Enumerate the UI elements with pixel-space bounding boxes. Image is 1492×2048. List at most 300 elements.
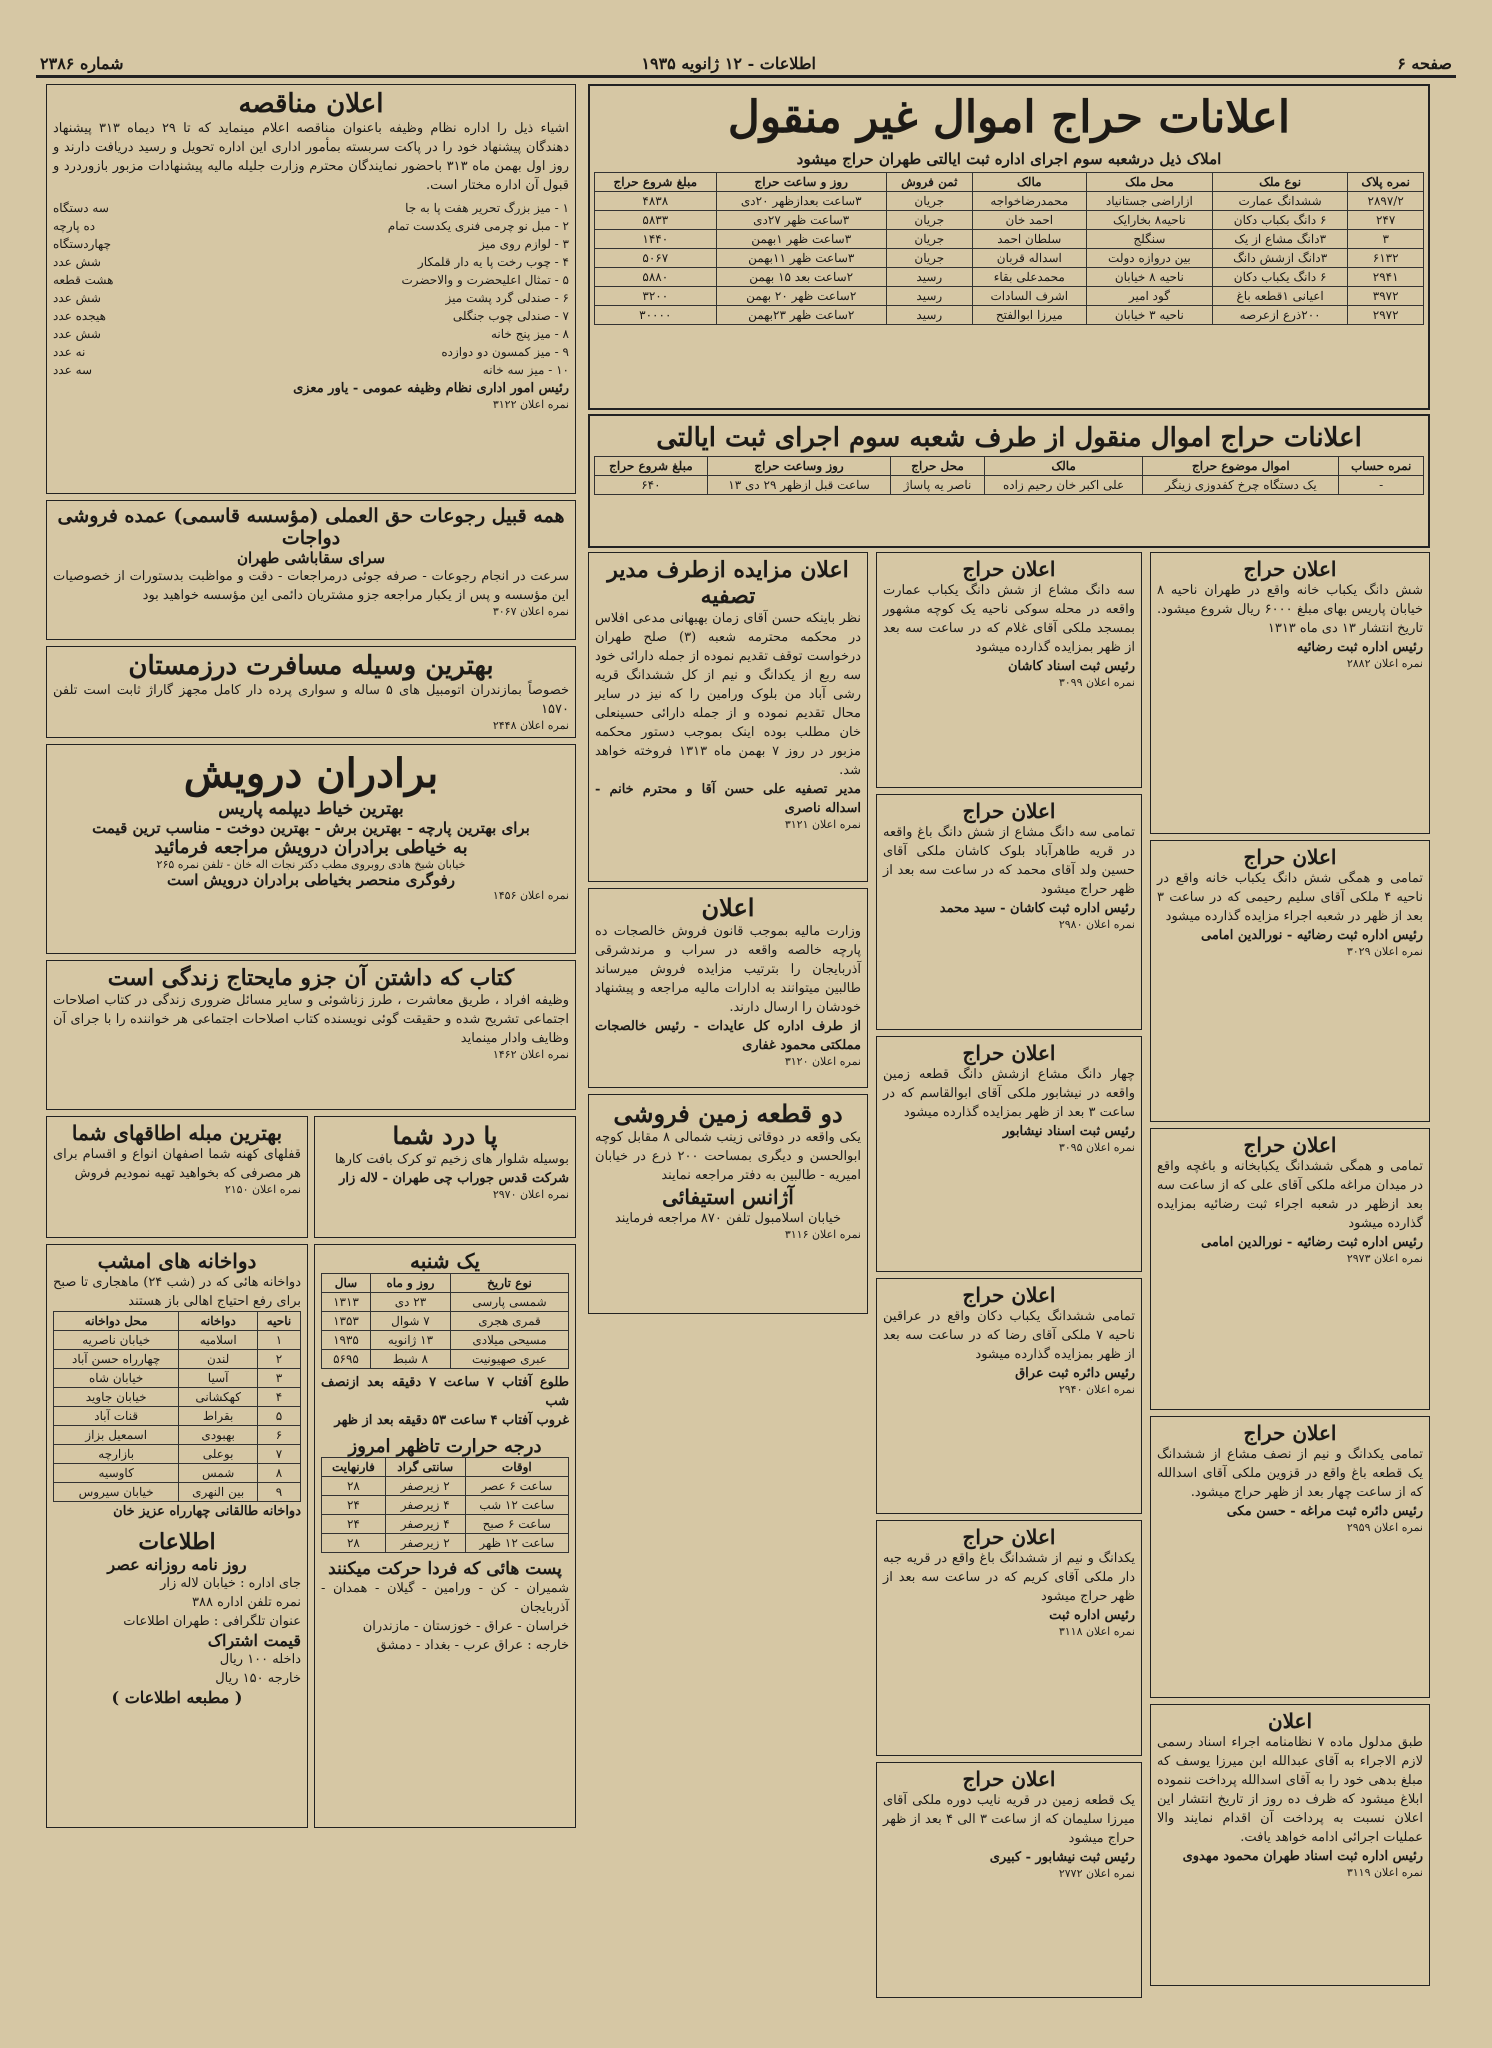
table-cell: ۶۱۳۲ xyxy=(1348,249,1424,268)
notice-text: تمامی سه دانگ مشاع از شش دانگ باغ واقعه در قریه طاهرآباد بلوک کاشان ملکی آقای حسین ولد آقای محمد که در ساعت سه بعد از ظهر حراج میشود xyxy=(883,825,1135,897)
table-cell: ۳دانگ ازشش دانگ xyxy=(1212,249,1347,268)
table-cell: ۲۰۰ذرع ازعرصه xyxy=(1212,306,1347,325)
table-cell: ۱ xyxy=(257,1331,300,1350)
table-cell: ۳ xyxy=(1348,230,1424,249)
tender-notice xyxy=(46,84,576,494)
column-left xyxy=(46,84,576,2008)
table-cell: ۳۰۰۰۰ xyxy=(595,306,717,325)
tender-item-qty: هیجده عدد xyxy=(53,309,106,323)
agency-text: سرعت در انجام رجوعات - صرفه جوئی درمراجعات - دقت و مواظبت بدستورات از خصوصیات این مؤسسه و پس از یکبار مراجعه جزو مشتریان دائمی این مؤسسه خواهید بود xyxy=(53,569,569,603)
tender-item xyxy=(53,199,569,217)
movable-table xyxy=(594,456,1424,495)
table-row xyxy=(54,1483,301,1502)
notice-number: نمره اعلان ۲۷۷۲ xyxy=(1058,1867,1135,1880)
tender-item-name: ۴ - چوب رخت پا یه دار قلمکار xyxy=(417,255,569,269)
darvish-title: برادران درویش xyxy=(183,750,439,797)
info-footer: ( مطبعه اطلاعات ) xyxy=(111,1688,243,1707)
notice-number: نمره اعلان ۳۰۲۹ xyxy=(1346,945,1423,958)
tender-item xyxy=(53,343,569,361)
table-cell: سنگلج xyxy=(1086,230,1212,249)
table-cell: ۳ xyxy=(257,1369,300,1388)
table-cell: لندن xyxy=(179,1350,258,1369)
table-cell: آسیا xyxy=(179,1369,258,1388)
notice-number: نمره اعلان ۲۹۸۰ xyxy=(1058,918,1135,931)
pharmacy-footer: دواخانه طالقانی چهارراه عزیز خان xyxy=(113,1504,301,1519)
legs-number: نمره اعلان ۲۹۷۰ xyxy=(492,1188,569,1201)
table-header: اوقات xyxy=(465,1458,568,1477)
table-row xyxy=(54,1331,301,1350)
table-cell: بقراط xyxy=(179,1407,258,1426)
auction-notice xyxy=(876,794,1142,1030)
notice-signature: رئیس ثبت اسناد نیشابور xyxy=(1002,1124,1135,1139)
table-cell: ۵۰۶۷ xyxy=(595,249,717,268)
table-cell: ناحیه۸ بخارایک xyxy=(1086,211,1212,230)
land-title: دو قطعه زمین فروشی xyxy=(613,1099,843,1128)
notice-signature: رئیس ثبت نیشابور - کبیری xyxy=(989,1850,1135,1865)
tender-items xyxy=(53,199,569,379)
notice-number: نمره اعلان ۲۹۵۹ xyxy=(1346,1521,1423,1534)
notice-signature: رئیس اداره ثبت کاشان - سید محمد xyxy=(939,901,1135,916)
finance-signature: از طرف اداره کل عایدات - رئیس خالصجات مملکتی محمود غفاری xyxy=(595,1019,861,1053)
table-cell: ۲۹۴۱ xyxy=(1348,268,1424,287)
table-cell: ۲۴۷ xyxy=(1348,211,1424,230)
table-cell: رسید xyxy=(886,306,972,325)
table-cell: اسداله قربان xyxy=(972,249,1086,268)
notice-signature: رئیس دائره ثبت عراق xyxy=(1015,1366,1135,1381)
table-row xyxy=(54,1388,301,1407)
table-row xyxy=(322,1312,569,1331)
notice-title: اعلان حراج xyxy=(1243,557,1337,581)
auction-notice xyxy=(1150,552,1430,834)
table-cell: ۲ xyxy=(257,1350,300,1369)
temp-title: درجه حرارت تاظهر امروز xyxy=(348,1436,542,1457)
table-cell: ۵۸۳۳ xyxy=(595,211,717,230)
calendar-title: یک شنبه xyxy=(410,1249,480,1273)
table-row xyxy=(322,1331,569,1350)
darvish-footer: رفوگری منحصر بخیاطی برادران درویش است xyxy=(166,871,455,889)
info-line: جای اداره : خیابان لاله زار xyxy=(160,1576,301,1591)
auction-notice xyxy=(876,552,1142,788)
notice-text: شش دانگ یکباب خانه واقع در طهران ناحیه ۸ خیابان پاریس بهای مبلغ ۶۰۰۰ ریال شروع میشود. تاریخ انتشار ۱۳ دی ماه ۱۳۱۳ xyxy=(1157,583,1424,636)
tender-title: اعلان مناقصه xyxy=(238,89,384,119)
table-row xyxy=(322,1515,569,1534)
table-cell: ۲ساعت ظهر ۲۰ بهمن xyxy=(716,287,886,306)
subscription-rows xyxy=(53,1650,301,1688)
land-number: نمره اعلان ۳۱۱۶ xyxy=(784,1228,861,1241)
table-cell: ساعت ۱۲ شب xyxy=(465,1496,568,1515)
table-header: ثمن فروش xyxy=(886,173,972,192)
finance-number: نمره اعلان ۳۱۲۰ xyxy=(784,1055,861,1068)
agency-title: همه قبیل رجوعات حق العملی (مؤسسه قاسمی) عمده فروشی دواجات xyxy=(57,505,565,549)
notice-signature: رئیس اداره ثبت رضائیه - نورالدین امامی xyxy=(1201,1235,1423,1250)
notice-text: سه دانگ مشاع از شش دانگ یکباب عمارت واقعه در محله سوکی ناحیه یک کوچه مشهور بمسجد ملکی آقای غلام که در ساعت سه بعد از ظهر بمزایده گذارده میشود xyxy=(883,583,1135,655)
table-cell: بهبودی xyxy=(179,1426,258,1445)
table-cell: ۲۸ xyxy=(322,1534,386,1553)
table-cell: ۸ xyxy=(257,1464,300,1483)
table-cell: بین النهری xyxy=(179,1483,258,1502)
table-row xyxy=(595,306,1424,325)
legs-title: پا درد شما xyxy=(392,1121,498,1150)
table-row xyxy=(595,287,1424,306)
table-row xyxy=(54,1369,301,1388)
auction-list-c xyxy=(876,552,1142,1998)
notice-signature: رئیس دائره ثبت مراغه - حسن مکی xyxy=(1226,1504,1423,1519)
info-line: عنوان تلگرافی : طهران اطلاعات xyxy=(123,1614,301,1629)
auction-notice xyxy=(1150,1128,1430,1410)
book-ad xyxy=(46,960,576,1110)
finance-text: وزارت مالیه بموجب قانون فروش خالصجات ده پارچه خالصه واقعه در سراب و مرندشرقی آذربایجان را بترتیب مزایده فروش میرساند طالبین میتوانند به ادارات مالیه مراجعه و پیشنهاد خودشان را ارسال دارند. xyxy=(595,924,861,1015)
darvish-line: برای بهترین پارچه - بهترین برش - بهترین دوخت - مناسب ترین قیمت xyxy=(92,819,530,837)
table-row xyxy=(322,1477,569,1496)
table-cell: ۱۹۳۵ xyxy=(322,1331,371,1350)
tender-item-name: ۱۰ - میز سه خانه xyxy=(482,363,569,377)
tender-signature: رئیس امور اداری نظام وظیفه عمومی - یاور معزی xyxy=(293,381,569,396)
darvish-subtitle: بهترین خیاط دیپلمه پاریس xyxy=(218,799,404,819)
table-header: فارنهایت xyxy=(322,1458,386,1477)
agency-ad xyxy=(46,500,576,640)
table-row xyxy=(595,268,1424,287)
furniture-text: قفلهای کهنه شما اصفهان انواع و اقسام برای هر مصرفی که بخواهید تهیه نمودیم فروش xyxy=(53,1147,301,1181)
table-cell: ۲ زیرصفر xyxy=(385,1477,465,1496)
notice-number: نمره اعلان ۳۱۱۹ xyxy=(1346,1866,1423,1879)
table-cell: ۲۳ دی xyxy=(370,1293,450,1312)
tender-item-qty: چهاردستگاه xyxy=(53,237,111,251)
table-cell: میرزا ابوالفتح xyxy=(972,306,1086,325)
tender-item-name: ۶ - صندلی گرد پشت میز xyxy=(445,291,569,305)
subscription-row: داخله ۱۰۰ ریال xyxy=(219,1652,301,1667)
column-right xyxy=(1150,552,1430,2008)
table-cell: جریان xyxy=(886,230,972,249)
finance-notice xyxy=(588,888,868,1088)
table-header: دواخانه xyxy=(179,1312,258,1331)
agency-number: نمره اعلان ۳۰۶۷ xyxy=(492,605,569,618)
table-header: محل دواخانه xyxy=(54,1312,179,1331)
page-header xyxy=(36,52,1456,78)
finance-title: اعلان xyxy=(701,893,755,922)
table-cell: - xyxy=(1339,476,1424,495)
info-title: اطلاعات xyxy=(138,1529,216,1555)
table-cell: یک دستگاه چرخ کفدوزی زینگر xyxy=(1143,476,1339,495)
table-row xyxy=(322,1534,569,1553)
auction-notice xyxy=(1150,840,1430,1122)
table-cell: شمسی پارسی xyxy=(450,1293,568,1312)
post-lines xyxy=(321,1579,569,1655)
movable-section xyxy=(588,414,1430,548)
travel-text: خصوصاً بمازندران اتومبیل های ۵ ساله و سواری پرده دار کامل مجهز گاراژ ثابت است تلفن ۱۵۷۰ xyxy=(53,683,570,717)
tender-number: نمره اعلان ۳۱۲۲ xyxy=(492,398,569,411)
table-cell: کهکشانی xyxy=(179,1388,258,1407)
post-line: شمیران - کن - ورامین - گیلان - همدان - آذربایجان xyxy=(321,1581,569,1615)
auction-section xyxy=(588,84,1430,410)
table-cell: ساعت ۶ عصر xyxy=(465,1477,568,1496)
tender-item-name: ۹ - میز کمسون دو دوازده xyxy=(441,345,569,359)
info-line: نمره تلفن اداره ۳۸۸ xyxy=(192,1595,301,1610)
table-cell: ۳۲۰۰ xyxy=(595,287,717,306)
tender-item-name: ۸ - میز پنج خانه xyxy=(491,327,569,341)
table-cell: ۵۶۹۵ xyxy=(322,1350,371,1369)
table-row xyxy=(54,1426,301,1445)
tender-item xyxy=(53,361,569,379)
auction-table xyxy=(594,172,1424,325)
notice-text: یکدانگ و نیم از ششدانگ باغ واقع در قریه جبه دار ملکی آقای کریم که در ساعت سه بعد از ظهر حراج میشود xyxy=(883,1551,1135,1604)
table-cell: قمری هجری xyxy=(450,1312,568,1331)
table-cell: ناصر یه پاساژ xyxy=(891,476,985,495)
book-number: نمره اعلان ۱۴۶۲ xyxy=(492,1048,569,1061)
table-cell: ۳ساعت ظهر ۲۷دی xyxy=(716,211,886,230)
furniture-number: نمره اعلان ۲۱۵۰ xyxy=(224,1183,301,1196)
table-header: نوع تاریخ xyxy=(450,1274,568,1293)
table-cell: خیابان شاه xyxy=(54,1369,179,1388)
notice-text: تمامی و همگی ششدانگ یکبابخانه و باغچه واقع در میدان مراغه ملکی آقای علی که از ساعت سه بعد ازظهر در شعبه اجراء ثبت رضائیه بمزایده گذارده میشود xyxy=(1157,1159,1423,1231)
pharmacy-table xyxy=(53,1311,301,1502)
table-cell: ۷ xyxy=(257,1445,300,1464)
book-title: کتاب که داشتن آن جزو مایحتاج زندگی است xyxy=(107,965,515,991)
auction-notice xyxy=(1150,1416,1430,1698)
table-row xyxy=(54,1350,301,1369)
legs-text: بوسیله شلوار های زخیم تو کرک بافت کارها xyxy=(334,1152,569,1167)
table-cell: بین دروازه دولت xyxy=(1086,249,1212,268)
darvish-number: نمره اعلان ۱۴۵۶ xyxy=(492,889,569,902)
table-cell: ازاراضی جستانیاد xyxy=(1086,192,1212,211)
page-number: صفحه ۶ xyxy=(1397,54,1452,73)
table-cell: ۴ زیرصفر xyxy=(385,1496,465,1515)
notice-text: تمامی ششدانگ یکباب دکان واقع در عراقین ناحیه ۷ ملکی آقای رضا که در ساعت سه بعد از ظهر بمزایده گذارده میشود xyxy=(883,1309,1135,1362)
book-text: وظیفه افراد ، طریق معاشرت ، طرز زناشوئی و سایر مسائل ضروری زندگی در کتاب اصلاحات اجتماعی تشریح شده و حقیقت گوئی نویسنده کتاب اصلاحات اجتماعی هر خواننده را با جرای آن وظایف وادار مینماید xyxy=(53,993,569,1046)
land-ad xyxy=(588,1094,868,1314)
table-header: مالک xyxy=(972,173,1086,192)
legs-ad xyxy=(314,1116,576,1238)
subscription-title: قیمت اشتراک xyxy=(207,1631,301,1650)
table-row xyxy=(595,249,1424,268)
furniture-ad xyxy=(46,1116,308,1238)
furniture-title: بهترین مبله اطاقهای شما xyxy=(71,1121,283,1145)
notice-number: نمره اعلان ۲۸۸۲ xyxy=(1346,657,1423,670)
notice-text: طبق مدلول ماده ۷ نظامنامه اجراء اسناد رسمی لازم الاجراء به آقای عبدالله ابن میرزا یوسف که مبلغ بدهی خود را به آقای اسدالله پرداخت ننموده ابلاغ میشود که ظرف ده روز از تاریخ انتشار این اعلان نسبت به پرداخت آن اقدام نمایند والا عملیات اجرائی ادامه خواهد یافت. xyxy=(1157,1735,1423,1845)
table-cell: سلطان احمد xyxy=(972,230,1086,249)
table-cell: جریان xyxy=(886,192,972,211)
auction-notice xyxy=(876,1278,1142,1514)
small-ads-row xyxy=(46,1116,576,1244)
sunset: غروب آفتاب ۴ ساعت ۵۳ دقیقه بعد از ظهر xyxy=(334,1413,569,1428)
notice-title: اعلان حراج xyxy=(1243,845,1337,869)
notice-title: اعلان حراج xyxy=(962,557,1056,581)
auction-notice xyxy=(1150,1704,1430,1986)
table-cell: چهارراه حسن آباد xyxy=(54,1350,179,1369)
notice-title: اعلان حراج xyxy=(962,1283,1056,1307)
tender-item-qty: نه عدد xyxy=(53,345,86,359)
tender-item-qty: شش عدد xyxy=(53,291,101,305)
table-row xyxy=(595,211,1424,230)
info-subtitle: روز نامه روزانه عصر xyxy=(107,1555,247,1574)
sale-signature: مدیر تصفیه علی حسن آقا و محترم خانم - اسداله ناصری xyxy=(595,782,861,816)
tender-item xyxy=(53,217,569,235)
table-cell: ۲۹۷۲ xyxy=(1348,306,1424,325)
pharmacy-text: دواخانه هائی که در (شب ۲۴) ماهجاری تا صبح برای رفع احتیاج اهالی باز هستند xyxy=(53,1275,301,1309)
tender-item xyxy=(53,307,569,325)
table-cell: ۶۴۰ xyxy=(595,476,708,495)
table-cell: ناحیه ۸ خیابان xyxy=(1086,268,1212,287)
notice-signature: رئیس اداره ثبت رضائیه - نورالدین امامی xyxy=(1201,928,1423,943)
land-address: خیابان اسلامبول تلفن ۸۷۰ مراجعه فرمایند xyxy=(614,1211,842,1226)
table-header: مبلغ شروع حراج xyxy=(595,173,717,192)
darvish-line2: به خیاطی برادران درویش مراجعه فرمائید xyxy=(154,837,468,858)
tender-item-qty: هشت قطعه xyxy=(53,273,114,287)
notice-number: نمره اعلان ۲۹۴۰ xyxy=(1058,1383,1135,1396)
notice-title: اعلان حراج xyxy=(1243,1133,1337,1157)
post-line: خراسان - عراق - خوزستان - مازندران xyxy=(362,1619,569,1634)
agency-subtitle: سرای سقاباشی طهران xyxy=(236,549,386,567)
table-cell: ساعت ۶ صبح xyxy=(465,1515,568,1534)
auction-notice xyxy=(876,1036,1142,1272)
table-cell: ناحیه ۳ خیابان xyxy=(1086,306,1212,325)
auction-notice xyxy=(876,1520,1142,1756)
table-cell: ۷ شوال xyxy=(370,1312,450,1331)
notice-number: نمره اعلان ۲۹۷۳ xyxy=(1346,1252,1423,1265)
movable-title: اعلانات حراج اموال منقول از طرف شعبه سوم اجرای ثبت ایالتی xyxy=(656,423,1362,453)
tender-item-qty: شش عدد xyxy=(53,255,101,269)
notice-signature: رئیس اداره ثبت رضائیه xyxy=(1296,640,1423,655)
table-cell: ۲۴ xyxy=(322,1515,386,1534)
tender-item-name: ۳ - لوازم روی میز xyxy=(479,237,569,251)
table-cell: شمس xyxy=(179,1464,258,1483)
paper-date: اطلاعات - ۱۲ ژانویه ۱۹۳۵ xyxy=(641,54,816,73)
tender-item xyxy=(53,271,569,289)
sale-number: نمره اعلان ۳۱۲۱ xyxy=(784,818,861,831)
tender-item xyxy=(53,325,569,343)
tender-item-qty: ده پارچه xyxy=(53,219,96,233)
table-cell: ۱۳۵۳ xyxy=(322,1312,371,1331)
table-header: مالک xyxy=(984,457,1143,476)
table-cell: علی اکبر خان رحیم زاده xyxy=(984,476,1143,495)
notice-title: اعلان حراج xyxy=(962,1041,1056,1065)
table-cell: ۲۸ xyxy=(322,1477,386,1496)
table-cell: مسیحی میلادی xyxy=(450,1331,568,1350)
notice-signature: رئیس ثبت اسناد کاشان xyxy=(1007,659,1135,674)
table-cell: ۲۸۹۷/۲ xyxy=(1348,192,1424,211)
auction-list-a xyxy=(1150,552,1430,1986)
table-cell: ساعت ۱۲ ظهر xyxy=(465,1534,568,1553)
table-cell: ۲ساعت ظهر ۲۳بهمن xyxy=(716,306,886,325)
sale-text: نظر باینکه حسن آقای زمان بهبهانی مدعی افلاس در محکمه محترمه شعبه (۳) صلح طهران درخواست توقف تقدیم نموده از جمله دارائی خود سه ربع از یکدانگ و نیم از کل ششدانگ قریه رشی آباد من بلوک ورامین را که نیز در سایر محال تقدیم نموده و از جمله دارائی حسینعلی خان مطلب بوده اینک بموجب دستور محکمه مزبور در روز ۷ بهمن ماه ۱۳۱۳ فروخته خواهد شد. xyxy=(595,611,862,778)
auction-title: اعلانات حراج اموال غیر منقول xyxy=(727,92,1291,143)
table-cell: جریان xyxy=(886,211,972,230)
notice-signature: رئیس اداره ثبت xyxy=(1049,1608,1135,1623)
table-cell: ۵۸۸۰ xyxy=(595,268,717,287)
table-header: اموال موضوع حراج xyxy=(1143,457,1339,476)
table-cell: ۴ xyxy=(257,1388,300,1407)
table-cell: گود امیر xyxy=(1086,287,1212,306)
table-cell: ۳ساعت ظهر ۱۱بهمن xyxy=(716,249,886,268)
notice-title: اعلان xyxy=(1267,1709,1313,1733)
notice-text: یک قطعه زمین در قریه نایب دوره ملکی آقای میرزا سلیمان که از ساعت ۳ الی ۴ بعد از ظهر حراج میشود xyxy=(883,1793,1135,1846)
notice-number: نمره اعلان ۳۰۹۹ xyxy=(1058,676,1135,689)
table-cell: ۶ xyxy=(257,1426,300,1445)
table-cell: ۱۴۴۰ xyxy=(595,230,717,249)
auction-subtitle: املاک ذیل درشعبه سوم اجرای اداره ثبت ایالتی طهران حراج میشود xyxy=(796,150,1222,168)
table-header: محل حراج xyxy=(891,457,985,476)
table-header: مبلغ شروع حراج xyxy=(595,457,708,476)
tender-item xyxy=(53,289,569,307)
tender-item-name: ۷ - صندلی چوب جنگلی xyxy=(452,309,569,323)
notice-number: نمره اعلان ۳۰۹۵ xyxy=(1058,1141,1135,1154)
notice-title: اعلان حراج xyxy=(1243,1421,1337,1445)
tender-item-qty: شش عدد xyxy=(53,327,101,341)
table-cell: ساعت قبل ازظهر ۲۹ دی ۱۳ xyxy=(707,476,890,495)
notice-title: اعلان حراج xyxy=(962,1767,1056,1791)
table-row xyxy=(54,1445,301,1464)
calendar-section xyxy=(314,1244,576,1828)
auction-notice xyxy=(876,1762,1142,1998)
table-cell: احمد خان xyxy=(972,211,1086,230)
post-line: خارجه : عراق عرب - بغداد - دمشق xyxy=(376,1638,569,1653)
bottom-left-row xyxy=(46,1244,576,1834)
table-cell: ۲۴ xyxy=(322,1496,386,1515)
table-cell: محمدعلی بقاء xyxy=(972,268,1086,287)
legs-shop: شرکت قدس جوراب چی طهران - لاله زار xyxy=(339,1171,569,1186)
notice-title: اعلان حراج xyxy=(962,799,1056,823)
darvish-ad xyxy=(46,744,576,954)
table-cell: خیابان جاوید xyxy=(54,1388,179,1407)
table-cell: ۲ساعت بعد ۱۵ بهمن xyxy=(716,268,886,287)
table-cell: ۶ دانگ بکباب دکان xyxy=(1212,211,1347,230)
notice-text: تمامی یکدانگ و نیم از نصف مشاع از ششدانگ یک قطعه باغ واقع در قزوین ملکی آقای اسدالله که از ساعت چهار بعد از ظهر حراج میشود. xyxy=(1157,1447,1423,1500)
tender-item-qty: سه عدد xyxy=(53,363,93,377)
table-cell: ۹ xyxy=(257,1483,300,1502)
table-row xyxy=(322,1496,569,1515)
column-center-right xyxy=(876,552,1142,2008)
pharmacy-section xyxy=(46,1244,308,1828)
table-cell: اسلامیه xyxy=(179,1331,258,1350)
table-cell: ۱۳۱۳ xyxy=(322,1293,371,1312)
info-lines xyxy=(53,1574,301,1631)
table-cell: ۲ زیرصفر xyxy=(385,1534,465,1553)
tender-text: اشیاء ذیل را اداره نظام وظیفه باعنوان مناقصه اعلام مینماید که تا ۲۹ دیماه ۳۱۳ پیشنهاد دهندگان پیشنهاد خود را در پاکت سربسته بمأمور اداری این اداره تحویل و رسید دریافت دارند و روز اول بهمن ماه ۳۱۳ باحضور نمایندگان محترم وزارت جلیله مالیه پیشنهادات مزبور بازوردرد و قبول آن اداره مختار است. xyxy=(53,121,570,193)
tender-item-name: ۵ - تمثال اعلیحضرت و والاحضرت xyxy=(401,273,569,287)
table-cell: جریان xyxy=(886,249,972,268)
notice-title: اعلان حراج xyxy=(962,1525,1056,1549)
table-cell: ۳ساعت ظهر ۱بهمن xyxy=(716,230,886,249)
table-cell: ۴ زیرصفر xyxy=(385,1515,465,1534)
table-cell: ۴۸۳۸ xyxy=(595,192,717,211)
table-cell: بوعلی xyxy=(179,1445,258,1464)
table-row xyxy=(54,1407,301,1426)
table-row xyxy=(595,230,1424,249)
tender-item-name: ۲ - مبل نو چرمی فنری یکدست تمام xyxy=(387,219,569,233)
table-header: روز و ماه xyxy=(370,1274,450,1293)
table-header: محل ملک xyxy=(1086,173,1212,192)
table-cell: ۱۳ ژانویه xyxy=(370,1331,450,1350)
table-cell: خیابان ناصریه xyxy=(54,1331,179,1350)
table-cell: ۳۹۷۲ xyxy=(1348,287,1424,306)
table-cell: ۳ساعت بعدازظهر ۲۰دی xyxy=(716,192,886,211)
table-header: نمره حساب xyxy=(1339,457,1424,476)
tender-item-name: ۱ - میز بزرگ تحریر هفت پا به جا xyxy=(405,201,569,215)
tender-item xyxy=(53,253,569,271)
pharmacy-title: دواخانه های امشب xyxy=(97,1249,257,1273)
temp-table xyxy=(321,1457,569,1553)
subscription-row: خارجه ۱۵۰ ریال xyxy=(215,1671,301,1686)
tender-item xyxy=(53,235,569,253)
darvish-address: خیابان شیخ هادی روبروی مطب دکتر نجات اله خان - تلفن نمره ۲۶۵ xyxy=(156,858,466,871)
column-middle xyxy=(588,552,868,2008)
table-header: روز و ساعت حراج xyxy=(716,173,886,192)
table-cell: رسید xyxy=(886,268,972,287)
table-cell: رسید xyxy=(886,287,972,306)
table-cell: ۶ دانگ یکباب دکان xyxy=(1212,268,1347,287)
table-header: ناحیه xyxy=(257,1312,300,1331)
table-cell: خیابان سیروس xyxy=(54,1483,179,1502)
sale-title: اعلان مزایده ازطرف مدیر تصفیه xyxy=(607,557,849,609)
